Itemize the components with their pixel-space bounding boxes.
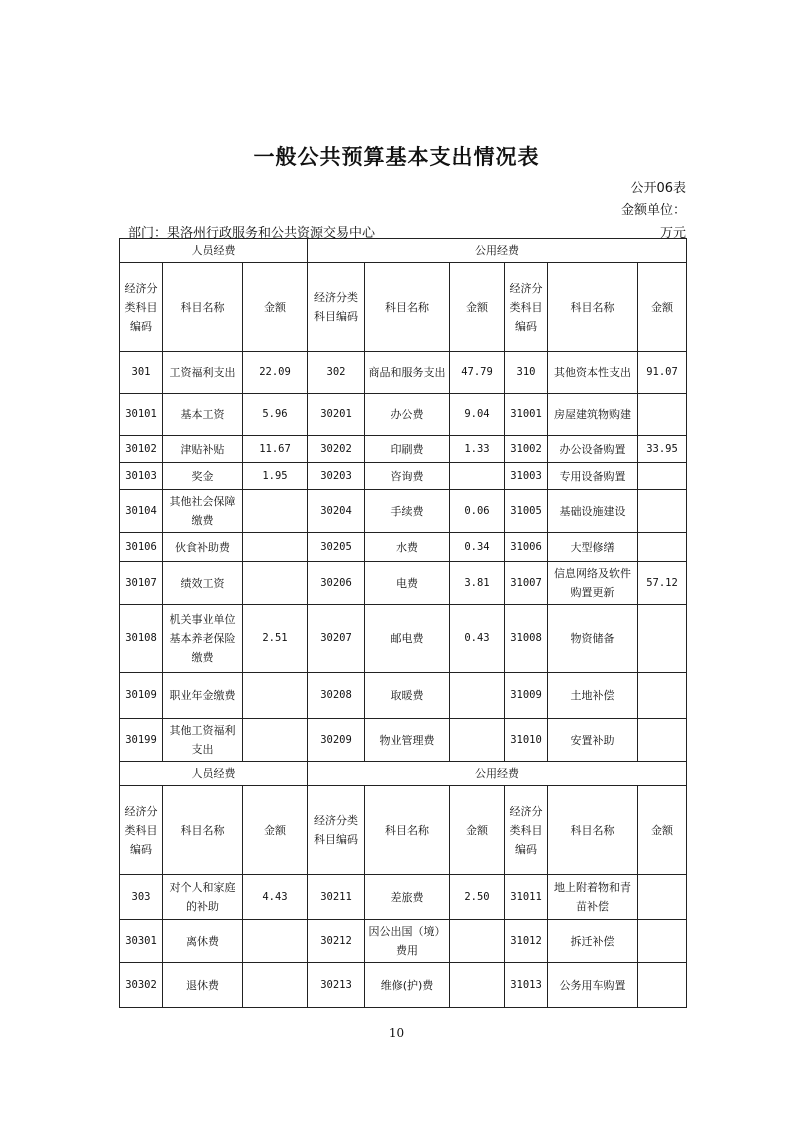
amount-cell: 11.67 bbox=[243, 436, 308, 463]
subject-name-cell: 咨询费 bbox=[365, 463, 450, 490]
amount-cell bbox=[638, 533, 687, 562]
code-cell: 30108 bbox=[120, 605, 163, 673]
code-cell: 30101 bbox=[120, 394, 163, 436]
page-number: 10 bbox=[388, 1026, 405, 1040]
subject-name-cell: 因公出国（境）费用 bbox=[365, 920, 450, 963]
table-row bbox=[120, 394, 687, 436]
amount-cell bbox=[638, 605, 687, 673]
header-amount: 金额 bbox=[243, 786, 308, 875]
header-name: 科目名称 bbox=[163, 786, 243, 875]
code-cell: 30103 bbox=[120, 463, 163, 490]
header-name: 科目名称 bbox=[365, 786, 450, 875]
section-personnel: 人员经费 bbox=[120, 239, 308, 263]
amount-cell: 4.43 bbox=[243, 875, 308, 920]
code-cell: 30205 bbox=[308, 533, 365, 562]
amount-cell: 33.95 bbox=[638, 436, 687, 463]
subject-name-cell: 土地补偿 bbox=[548, 673, 638, 719]
code-cell: 31001 bbox=[505, 394, 548, 436]
subject-name-cell: 工资福利支出 bbox=[163, 352, 243, 394]
amount-cell bbox=[450, 963, 505, 1008]
section-public: 公用经费 bbox=[308, 239, 687, 263]
code-cell: 31008 bbox=[505, 605, 548, 673]
table-row bbox=[120, 963, 687, 1008]
subject-name-cell: 专用设备购置 bbox=[548, 463, 638, 490]
expenditure-table bbox=[119, 238, 687, 1008]
code-cell: 30211 bbox=[308, 875, 365, 920]
table-row bbox=[120, 673, 687, 719]
subject-name-cell: 办公费 bbox=[365, 394, 450, 436]
unit-value: 万元 bbox=[659, 226, 686, 241]
subject-name-cell: 基础设施建设 bbox=[548, 490, 638, 533]
subject-name-cell: 离休费 bbox=[163, 920, 243, 963]
amount-unit-label: 金额单位： bbox=[620, 203, 686, 218]
table-row bbox=[120, 605, 687, 673]
code-cell: 30102 bbox=[120, 436, 163, 463]
code-cell: 30213 bbox=[308, 963, 365, 1008]
column-header-row bbox=[120, 786, 687, 875]
amount-cell bbox=[243, 719, 308, 762]
amount-cell: 5.96 bbox=[243, 394, 308, 436]
table-row bbox=[120, 436, 687, 463]
subject-name-cell: 奖金 bbox=[163, 463, 243, 490]
subject-name-cell: 其他工资福利支出 bbox=[163, 719, 243, 762]
amount-cell: 47.79 bbox=[450, 352, 505, 394]
section-header-row bbox=[120, 239, 687, 263]
header-amount: 金额 bbox=[638, 786, 687, 875]
subject-name-cell: 邮电费 bbox=[365, 605, 450, 673]
column-header-row bbox=[120, 263, 687, 352]
amount-cell: 57.12 bbox=[638, 562, 687, 605]
code-cell: 30301 bbox=[120, 920, 163, 963]
code-cell: 31013 bbox=[505, 963, 548, 1008]
amount-cell bbox=[243, 490, 308, 533]
header-amount: 金额 bbox=[243, 263, 308, 352]
subject-name-cell: 手续费 bbox=[365, 490, 450, 533]
subject-name-cell: 其他社会保障缴费 bbox=[163, 490, 243, 533]
subject-name-cell: 退休费 bbox=[163, 963, 243, 1008]
header-code: 经济分类科目编码 bbox=[308, 263, 365, 352]
amount-cell bbox=[638, 963, 687, 1008]
subject-name-cell: 房屋建筑物购建 bbox=[548, 394, 638, 436]
code-cell: 30109 bbox=[120, 673, 163, 719]
amount-cell: 1.33 bbox=[450, 436, 505, 463]
table-row bbox=[120, 719, 687, 762]
code-cell: 30212 bbox=[308, 920, 365, 963]
code-cell: 30302 bbox=[120, 963, 163, 1008]
code-cell: 30202 bbox=[308, 436, 365, 463]
subject-name-cell: 电费 bbox=[365, 562, 450, 605]
header-amount: 金额 bbox=[450, 786, 505, 875]
section-header-row bbox=[120, 762, 687, 786]
code-cell: 31012 bbox=[505, 920, 548, 963]
amount-cell bbox=[638, 920, 687, 963]
table-row bbox=[120, 490, 687, 533]
subject-name-cell: 水费 bbox=[365, 533, 450, 562]
amount-cell: 0.34 bbox=[450, 533, 505, 562]
code-cell: 30201 bbox=[308, 394, 365, 436]
amount-cell: 3.81 bbox=[450, 562, 505, 605]
code-cell: 30199 bbox=[120, 719, 163, 762]
amount-cell bbox=[243, 963, 308, 1008]
code-cell: 30106 bbox=[120, 533, 163, 562]
amount-cell bbox=[243, 533, 308, 562]
amount-cell: 9.04 bbox=[450, 394, 505, 436]
code-cell: 30207 bbox=[308, 605, 365, 673]
header-code: 经济分类科目编码 bbox=[308, 786, 365, 875]
header-code: 经济分类科目编码 bbox=[120, 786, 163, 875]
code-cell: 30203 bbox=[308, 463, 365, 490]
subject-name-cell: 拆迁补偿 bbox=[548, 920, 638, 963]
subject-name-cell: 维修(护)费 bbox=[365, 963, 450, 1008]
section-personnel: 人员经费 bbox=[120, 762, 308, 786]
code-cell: 31009 bbox=[505, 673, 548, 719]
amount-cell: 2.51 bbox=[243, 605, 308, 673]
code-cell: 31003 bbox=[505, 463, 548, 490]
table-row bbox=[120, 875, 687, 920]
code-cell: 31005 bbox=[505, 490, 548, 533]
subject-name-cell: 伙食补助费 bbox=[163, 533, 243, 562]
subject-name-cell: 绩效工资 bbox=[163, 562, 243, 605]
code-cell: 30209 bbox=[308, 719, 365, 762]
header-name: 科目名称 bbox=[548, 263, 638, 352]
amount-cell bbox=[450, 719, 505, 762]
subject-name-cell: 物资储备 bbox=[548, 605, 638, 673]
amount-cell bbox=[638, 875, 687, 920]
subject-name-cell: 津贴补贴 bbox=[163, 436, 243, 463]
subject-name-cell: 机关事业单位基本养老保险缴费 bbox=[163, 605, 243, 673]
header-code: 经济分类科目编码 bbox=[505, 263, 548, 352]
amount-cell bbox=[243, 920, 308, 963]
subject-name-cell: 印刷费 bbox=[365, 436, 450, 463]
amount-cell: 22.09 bbox=[243, 352, 308, 394]
code-cell: 31002 bbox=[505, 436, 548, 463]
header-name: 科目名称 bbox=[163, 263, 243, 352]
section-public: 公用经费 bbox=[308, 762, 687, 786]
amount-cell: 91.07 bbox=[638, 352, 687, 394]
header-code: 经济分类科目编码 bbox=[120, 263, 163, 352]
department-label: 部门：果洛州行政服务和公共资源交易中心 bbox=[128, 226, 376, 241]
subject-name-cell: 信息网络及软件购置更新 bbox=[548, 562, 638, 605]
code-cell: 30206 bbox=[308, 562, 365, 605]
subject-name-cell: 公务用车购置 bbox=[548, 963, 638, 1008]
subject-name-cell: 地上附着物和青苗补偿 bbox=[548, 875, 638, 920]
code-cell: 30204 bbox=[308, 490, 365, 533]
subject-name-cell: 对个人和家庭的补助 bbox=[163, 875, 243, 920]
amount-cell bbox=[450, 920, 505, 963]
amount-cell: 2.50 bbox=[450, 875, 505, 920]
amount-cell bbox=[450, 463, 505, 490]
code-cell: 310 bbox=[505, 352, 548, 394]
subject-name-cell: 安置补助 bbox=[548, 719, 638, 762]
table-row bbox=[120, 920, 687, 963]
amount-cell bbox=[243, 562, 308, 605]
code-cell: 303 bbox=[120, 875, 163, 920]
subject-name-cell: 职业年金缴费 bbox=[163, 673, 243, 719]
amount-cell bbox=[638, 490, 687, 533]
subject-name-cell: 办公设备购置 bbox=[548, 436, 638, 463]
amount-cell bbox=[638, 463, 687, 490]
code-cell: 31007 bbox=[505, 562, 548, 605]
header-amount: 金额 bbox=[638, 263, 687, 352]
subject-name-cell: 商品和服务支出 bbox=[365, 352, 450, 394]
amount-cell bbox=[450, 673, 505, 719]
code-cell: 31010 bbox=[505, 719, 548, 762]
subject-name-cell: 其他资本性支出 bbox=[548, 352, 638, 394]
amount-cell: 0.06 bbox=[450, 490, 505, 533]
amount-cell bbox=[638, 394, 687, 436]
table-row bbox=[120, 463, 687, 490]
code-cell: 30107 bbox=[120, 562, 163, 605]
amount-cell bbox=[243, 673, 308, 719]
code-cell: 301 bbox=[120, 352, 163, 394]
subject-name-cell: 基本工资 bbox=[163, 394, 243, 436]
document-title: 一般公共预算基本支出情况表 bbox=[253, 144, 540, 169]
code-cell: 30104 bbox=[120, 490, 163, 533]
header-code: 经济分类科目编码 bbox=[505, 786, 548, 875]
header-name: 科目名称 bbox=[548, 786, 638, 875]
header-amount: 金额 bbox=[450, 263, 505, 352]
amount-cell bbox=[638, 673, 687, 719]
subject-name-cell: 物业管理费 bbox=[365, 719, 450, 762]
amount-cell: 1.95 bbox=[243, 463, 308, 490]
code-cell: 31011 bbox=[505, 875, 548, 920]
code-cell: 31006 bbox=[505, 533, 548, 562]
subject-name-cell: 大型修缮 bbox=[548, 533, 638, 562]
table-row bbox=[120, 533, 687, 562]
header-name: 科目名称 bbox=[365, 263, 450, 352]
subject-name-cell: 差旅费 bbox=[365, 875, 450, 920]
amount-cell bbox=[638, 719, 687, 762]
code-cell: 30208 bbox=[308, 673, 365, 719]
table-row bbox=[120, 352, 687, 394]
code-cell: 302 bbox=[308, 352, 365, 394]
table-row bbox=[120, 562, 687, 605]
amount-cell: 0.43 bbox=[450, 605, 505, 673]
form-number: 公开06表 bbox=[630, 181, 686, 196]
subject-name-cell: 取暖费 bbox=[365, 673, 450, 719]
